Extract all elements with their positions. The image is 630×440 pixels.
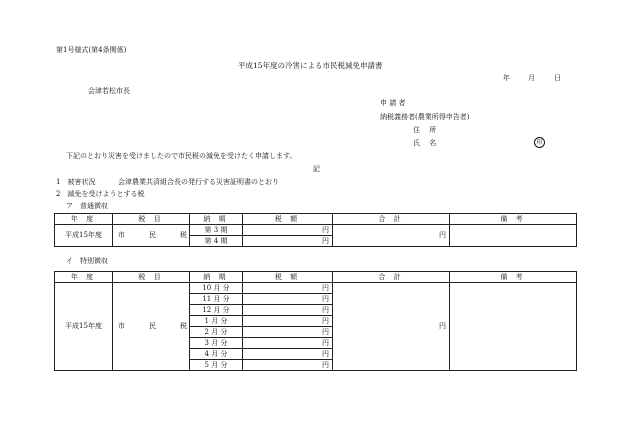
amount-cell[interactable]: 円 (243, 236, 333, 247)
header-amount: 税 額 (243, 214, 333, 225)
term-cell: 1 月 分 (190, 316, 243, 327)
seal-mark: 印 (534, 137, 545, 148)
tax-char: 税 (180, 322, 187, 330)
table-header-row (55, 272, 577, 283)
amount-cell[interactable]: 円 (243, 316, 333, 327)
table-row (55, 225, 577, 236)
header-tax: 税 目 (113, 214, 190, 225)
fiscal-year-cell: 平成15年度 (55, 283, 113, 371)
amount-cell[interactable]: 円 (243, 305, 333, 316)
date-year-label: 年 (503, 74, 510, 82)
amount-cell[interactable]: 円 (243, 294, 333, 305)
header-remarks: 備 考 (450, 272, 577, 283)
amount-cell[interactable]: 円 (243, 327, 333, 338)
request-text: 下記のとおり災害を受けましたので市民税の減免を受けたく申請します。 (66, 152, 297, 160)
ki-marker: 記 (313, 165, 320, 173)
term-cell: 12 月 分 (190, 305, 243, 316)
amount-cell[interactable]: 円 (243, 349, 333, 360)
damage-status-label: 1 被害状況 (56, 178, 96, 186)
ordinary-collection-table (54, 213, 577, 247)
table-header-row (55, 214, 577, 225)
term-cell: 第 4 期 (190, 236, 243, 247)
header-year: 年 度 (55, 272, 113, 283)
damage-status-text: 会津農業共済組合長の発行する災害証明書のとおり (118, 178, 279, 186)
special-section-label: イ 特別徴収 (66, 257, 108, 265)
taxpayer-label: 納税義務者(農業所得申告者) (380, 113, 470, 121)
remarks-cell[interactable] (450, 283, 577, 371)
amount-cell[interactable]: 円 (243, 283, 333, 294)
header-term: 納 期 (190, 214, 243, 225)
tax-item-cell (113, 283, 190, 371)
tax-char: 市 (118, 322, 125, 330)
tax-char: 民 (149, 231, 156, 239)
amount-cell[interactable]: 円 (243, 225, 333, 236)
amount-cell[interactable]: 円 (243, 338, 333, 349)
date-day-label: 日 (554, 74, 561, 82)
tax-to-reduce-label: 2 減免を受けようとする税 (56, 190, 145, 198)
tax-char: 税 (180, 231, 187, 239)
amount-cell[interactable]: 円 (243, 360, 333, 371)
header-year: 年 度 (55, 214, 113, 225)
term-cell: 11 月 分 (190, 294, 243, 305)
header-remarks: 備 考 (450, 214, 577, 225)
term-cell: 4 月 分 (190, 349, 243, 360)
fiscal-year-cell: 平成15年度 (55, 225, 113, 247)
header-total: 合 計 (333, 214, 450, 225)
term-cell: 第 3 期 (190, 225, 243, 236)
term-cell: 5 月 分 (190, 360, 243, 371)
ordinary-section-label: ア 普通徴収 (66, 202, 108, 210)
header-term: 納 期 (190, 272, 243, 283)
addressee: 会津若松市長 (88, 87, 130, 95)
total-cell[interactable]: 円 (333, 283, 450, 371)
tax-char: 市 (118, 231, 125, 239)
form-number: 第1号様式(第4条関係) (56, 46, 127, 54)
name-label: 氏 名 (413, 139, 437, 147)
header-tax: 税 目 (113, 272, 190, 283)
date-month-label: 月 (528, 74, 535, 82)
term-cell: 2 月 分 (190, 327, 243, 338)
total-cell[interactable]: 円 (333, 225, 450, 247)
remarks-cell[interactable] (450, 225, 577, 247)
header-amount: 税 額 (243, 272, 333, 283)
term-cell: 10 月 分 (190, 283, 243, 294)
table-row (55, 283, 577, 294)
special-collection-table (54, 271, 577, 371)
applicant-label: 申 請 者 (380, 99, 406, 107)
document-title: 平成15年度の冷害による市民税減免申請書 (238, 61, 383, 70)
header-total: 合 計 (333, 272, 450, 283)
tax-item-cell (113, 225, 190, 247)
term-cell: 3 月 分 (190, 338, 243, 349)
address-label: 住 所 (413, 126, 437, 134)
tax-char: 民 (149, 322, 156, 330)
